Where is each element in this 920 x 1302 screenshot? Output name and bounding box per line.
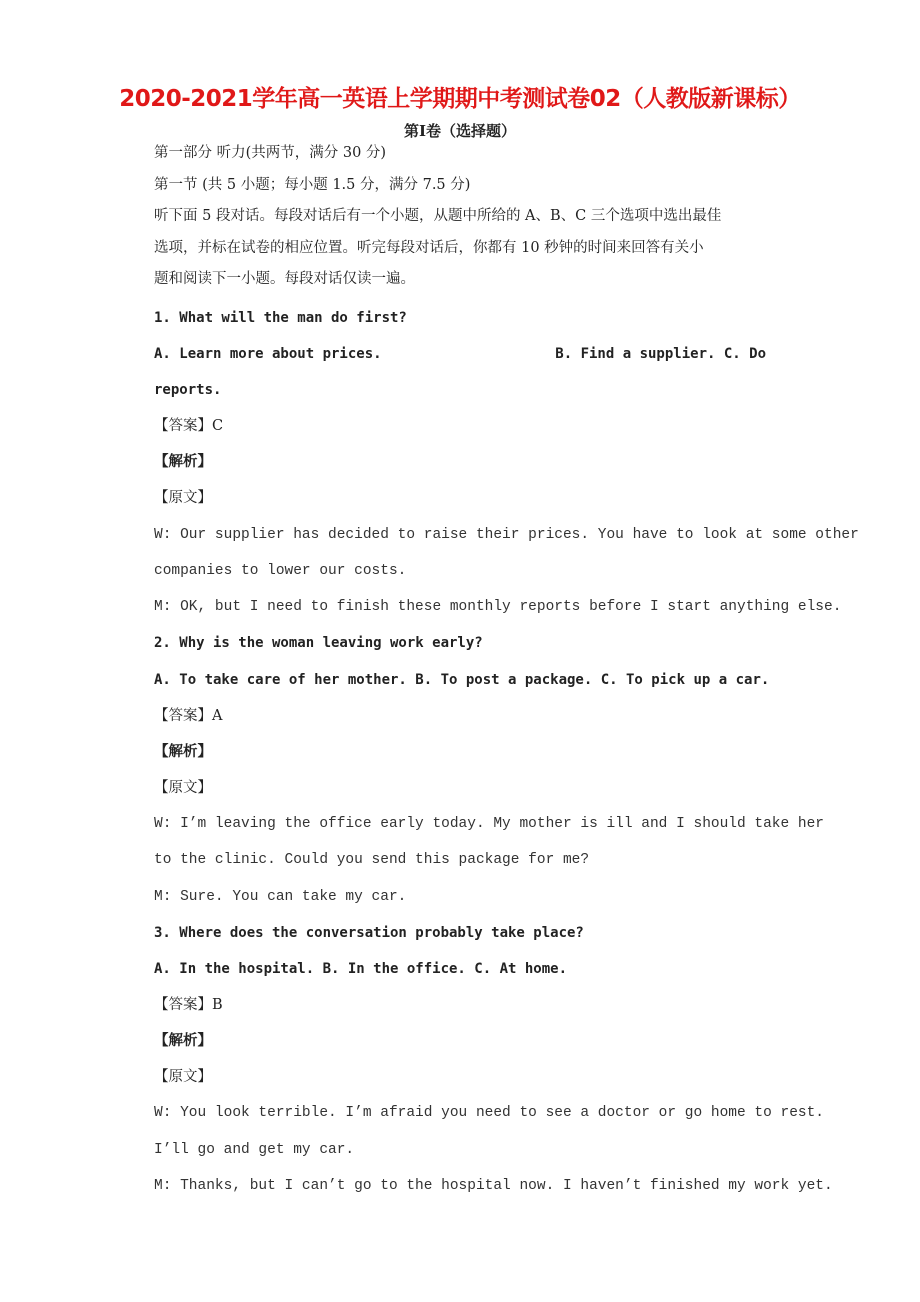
question-line: 3. Where does the conversation probably take place? <box>154 925 584 941</box>
question-line: reports. <box>154 382 222 398</box>
dialogue-line: M: OK, but I need to finish these monthly reports before I start anything else. <box>154 599 842 615</box>
dialogue-line: companies to lower our costs. <box>154 563 407 579</box>
dialogue-line: M: Thanks, but I can’t go to the hospital now. I haven’t finished my work yet. <box>154 1178 833 1194</box>
question-line: 1. What will the man do first? <box>154 310 407 326</box>
text-line: 【解析】 <box>154 1032 212 1049</box>
dialogue-line: to the clinic. Could you send this package for me? <box>154 852 590 868</box>
text-line: 【答案】A <box>154 708 223 724</box>
dialogue-line: W: I’m leaving the office early today. My mother is ill and I should take her <box>154 816 825 832</box>
text-line: 听下面 5 段对话。每段对话后有一个小题，从题中所给的 A、B、C 三个选项中选出最佳 <box>154 208 722 224</box>
dialogue-line: W: Our supplier has decided to raise their prices. You have to look at some other <box>154 527 859 543</box>
text-line: 第一部分 听力(共两节，满分 30 分) <box>154 145 387 161</box>
text-line: 【答案】C <box>154 418 224 434</box>
text-line: 选项，并标在试卷的相应位置。听完每段对话后，你都有 10 秒钟的时间来回答有关小 <box>154 240 704 256</box>
dialogue-line: I’ll go and get my car. <box>154 1142 355 1158</box>
question-line: A. In the hospital. B. In the office. C. At home. <box>154 961 568 977</box>
text-line: 【原文】 <box>154 490 212 506</box>
document-title: 2020-2021学年高一英语上学期期中考测试卷02（人教版新课标） <box>119 86 801 112</box>
text-line: 题和阅读下一小题。每段对话仅读一遍。 <box>154 271 415 287</box>
question-line: 2. Why is the woman leaving work early? <box>154 635 483 651</box>
text-line: 【原文】 <box>154 1069 212 1085</box>
section-title: 第Ⅰ卷（选择题） <box>403 122 517 140</box>
text-line: 【原文】 <box>154 780 212 796</box>
dialogue-line: W: You look terrible. I’m afraid you need to see a doctor or go home to rest. <box>154 1105 825 1121</box>
question-line <box>154 344 766 364</box>
text-line: 第一节 (共 5 小题；每小题 1.5 分，满分 7.5 分) <box>154 177 471 193</box>
text-line: 【答案】B <box>154 997 223 1013</box>
option-text: B. Find a supplier. C. Do <box>555 346 766 362</box>
option-text: A. Learn more about prices. <box>154 346 382 362</box>
question-line: A. To take care of her mother. B. To post a package. C. To pick up a car. <box>154 672 770 688</box>
text-line: 【解析】 <box>154 453 212 470</box>
text-line: 【解析】 <box>154 743 212 760</box>
dialogue-line: M: Sure. You can take my car. <box>154 889 407 905</box>
